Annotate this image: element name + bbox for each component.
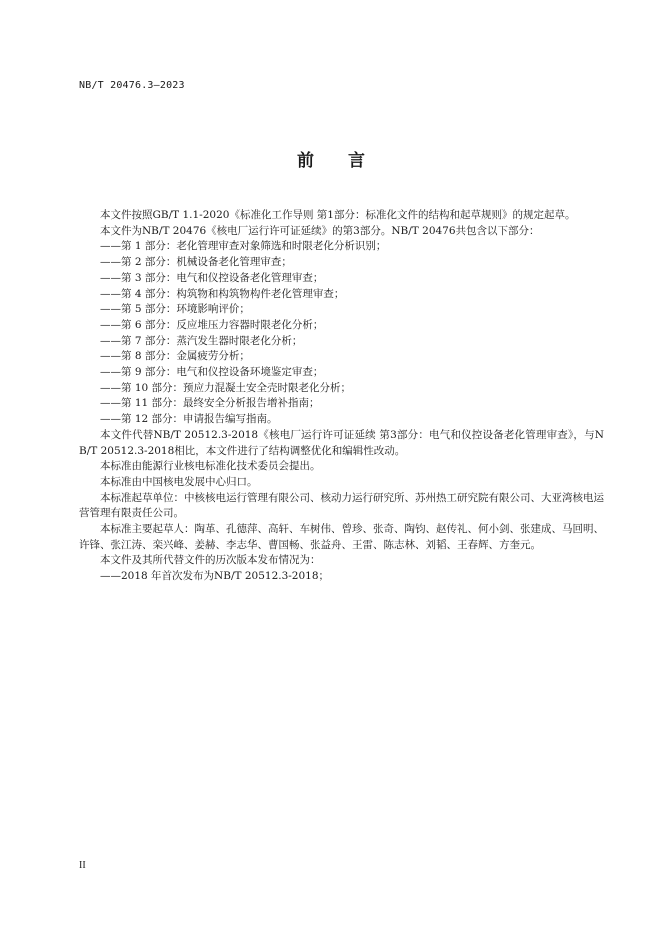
foreword-body xyxy=(79,208,604,585)
page-title xyxy=(0,146,662,171)
list-item: ——第 5 部分：环境影响评价； xyxy=(100,303,250,316)
page-title-text: 前 言 xyxy=(297,151,365,171)
list-item: ——第 6 部分：反应堆压力容器时限老化分析； xyxy=(100,318,324,331)
list-item: ——第 1 部分：老化管理审查对象筛选和时限老化分析识别； xyxy=(100,240,387,253)
list-item: ——2018 年首次发布为NB/T 20512.3-2018； xyxy=(100,570,330,583)
replacement-paragraph: 本文件代替NB/T 20512.3-2018《核电厂运行许可证延续 第3部分：电气和仪控设备老化管理审查》，与NB/T 20512.3-2018相比，本文件进行了结构调整优化和编辑性改动。 xyxy=(79,428,604,457)
page-number: II xyxy=(79,860,86,871)
document-number-header: NB/T 20476.3—2023 xyxy=(79,80,185,91)
history-list xyxy=(79,569,604,585)
list-item: ——第 12 部分：申请报告编写指南。 xyxy=(100,413,278,426)
list-item: ——第 4 部分：构筑物和构筑物构件老化管理审查； xyxy=(100,287,345,300)
drafting-rules-paragraph: 本文件按照GB/T 1.1-2020《标准化工作导则 第1部分：标准化文件的结构和起草规则》的规定起草。 xyxy=(100,209,576,221)
list-item: ——第 8 部分：金属疲劳分析； xyxy=(100,350,250,363)
proposer-paragraph: 本标准由能源行业核电标准化技术委员会提出。 xyxy=(100,460,321,473)
administrator-paragraph: 本标准由中国核电发展中心归口。 xyxy=(100,475,258,488)
list-item: ——第 9 部分：电气和仪控设备环境鉴定审查； xyxy=(100,366,324,379)
drafting-units-paragraph: 本标准起草单位：中核核电运行管理有限公司、核动力运行研究所、苏州热工研究院有限公司、大亚湾核电运营管理有限责任公司。 xyxy=(79,491,604,520)
list-item: ——第 11 部分：最终安全分析报告增补指南； xyxy=(100,397,320,410)
history-intro-paragraph: 本文件及其所代替文件的历次版本发布情况为： xyxy=(100,554,321,567)
list-item: ——第 2 部分：机械设备老化管理审查； xyxy=(100,256,292,269)
list-item: ——第 7 部分：蒸汽发生器时限老化分析； xyxy=(100,334,303,347)
parts-list xyxy=(79,239,604,427)
list-item: ——第 10 部分：预应力混凝土安全壳时限老化分析； xyxy=(100,381,352,394)
series-intro-paragraph: 本文件为NB/T 20476《核电厂运行许可证延续》的第3部分。NB/T 20476共包含以下部分： xyxy=(100,224,540,237)
list-item: ——第 3 部分：电气和仪控设备老化管理审查； xyxy=(100,271,324,284)
drafters-paragraph: 本标准主要起草人：陶革、孔德萍、高轩、车树伟、曾珍、张奇、陶钧、赵传礼、何小剑、张建成、马回明、许锋、张江涛、栾兴峰、姜赫、李志华、曹国畅、张益舟、王雷、陈志林、刘韬、王春辉、方奎元。 xyxy=(79,523,604,551)
